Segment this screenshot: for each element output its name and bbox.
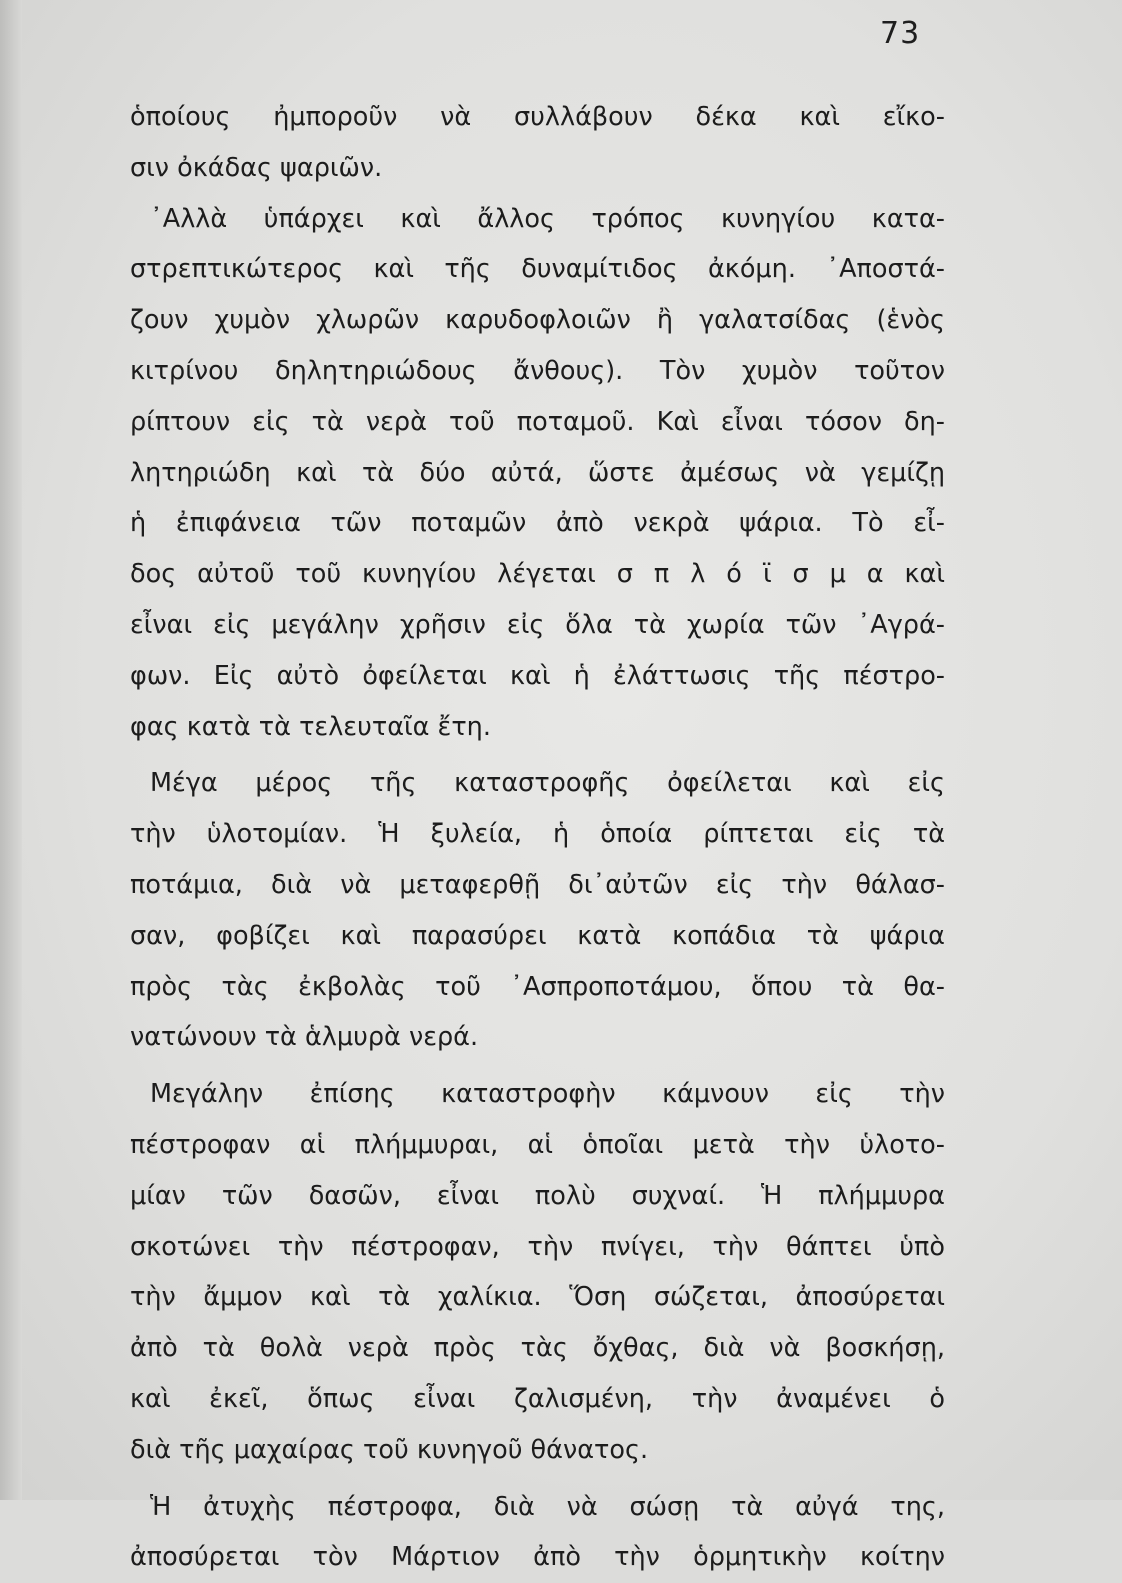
text-line-19: νατώνουν τὰ ἁλμυρὰ νερά. [130,1022,479,1053]
text-line-28: Ἡ ἀτυχὴς πέστροφα, διὰ νὰ σώσῃ τὰ αὐγά της, [150,1491,945,1522]
text-line-2: σιν ὀκάδας ψαριῶν. [130,152,383,183]
page-number: 73 [880,16,921,51]
text-line-4: στρεπτικώτερος καὶ τῆς δυναμίτιδος ἀκόμη. ᾿Αποστά- [130,254,945,285]
text-line-20: Μεγάλην ἐπίσης καταστροφὴν κάμνουν εἰς τὴν [150,1079,945,1110]
text-line-18: πρὸς τὰς ἐκβολὰς τοῦ ᾿Ασπροποτάμου, ὅπου τὰ θα- [130,971,945,1002]
text-line-10: δος αὐτοῦ τοῦ κυνηγίου λέγεται σ π λ ό ϊ σ μ α καὶ [130,559,945,590]
text-line-27: διὰ τῆς μαχαίρας τοῦ κυνηγοῦ θάνατος. [130,1434,649,1465]
text-line-25: ἀπὸ τὰ θολὰ νερὰ πρὸς τὰς ὄχθας, διὰ νὰ βοσκήσῃ, [130,1333,945,1364]
text-line-8: λητηριώδη καὶ τὰ δύο αὐτά, ὥστε ἀμέσως νὰ γεμίζῃ [130,457,945,488]
text-line-5: ζουν χυμὸν χλωρῶν καρυδοφλοιῶν ἢ γαλατσίδας (ἑνὸς [130,305,945,336]
text-line-1: ὁποίους ἠμποροῦν νὰ συλλάβουν δέκα καὶ εἴκο- [130,102,945,132]
text-line-9: ἡ ἐπιφάνεια τῶν ποταμῶν ἀπὸ νεκρὰ ψάρια. Τὸ εἶ- [130,508,945,539]
text-line-23: σκοτώνει τὴν πέστροφαν, τὴν πνίγει, τὴν θάπτει ὑπὸ [130,1231,945,1262]
text-line-17: σαν, φοβίζει καὶ παρασύρει κατὰ κοπάδια τὰ ψάρια [130,920,945,951]
text-line-11: εἶναι εἰς μεγάλην χρῆσιν εἰς ὅλα τὰ χωρία τῶν ᾿Αγρά- [130,609,945,640]
text-line-12: φων. Εἰς αὐτὸ ὀφείλεται καὶ ἡ ἐλάττωσις τῆς πέστρο- [130,660,945,691]
text-line-3: ᾿Αλλὰ ὑπάρχει καὶ ἄλλος τρόπος κυνηγίου κατα- [150,203,945,234]
text-line-21: πέστροφαν αἱ πλήμμυραι, αἱ ὁποῖαι μετὰ τὴν ὑλοτο- [130,1129,945,1160]
text-line-26: καὶ ἐκεῖ, ὅπως εἶναι ζαλισμένη, τὴν ἀναμένει ὁ [130,1383,945,1414]
text-line-16: ποτάμια, διὰ νὰ μεταφερθῇ δι᾿αὐτῶν εἰς τὴν θάλασ- [130,869,945,900]
body-text [130,92,945,1583]
text-line-7: ρίπτουν εἰς τὰ νερὰ τοῦ ποταμοῦ. Καὶ εἶναι τόσον δη- [130,406,945,437]
text-line-15: τὴν ὑλοτομίαν. Ἡ ξυλεία, ἡ ὁποία ρίπτεται εἰς τὰ [130,819,945,850]
text-line-13: φας κατὰ τὰ τελευταῖα ἔτη. [130,711,491,742]
text-line-14: Μέγα μέρος τῆς καταστροφῆς ὀφείλεται καὶ εἰς [150,768,945,799]
text-line-29: ἀποσύρεται τὸν Μάρτιον ἀπὸ τὴν ὁρμητικὴν κοίτην [130,1542,945,1573]
text-line-6: κιτρίνου δηλητηριώδους ἄνθους). Τὸν χυμὸν τοῦτον [130,355,945,386]
text-line-22: μίαν τῶν δασῶν, εἶναι πολὺ συχναί. Ἡ πλήμμυρα [130,1180,945,1211]
text-line-24: τὴν ἄμμον καὶ τὰ χαλίκια. Ὅση σώζεται, ἀποσύρεται [130,1282,945,1313]
page-gutter-shadow [0,0,22,1500]
